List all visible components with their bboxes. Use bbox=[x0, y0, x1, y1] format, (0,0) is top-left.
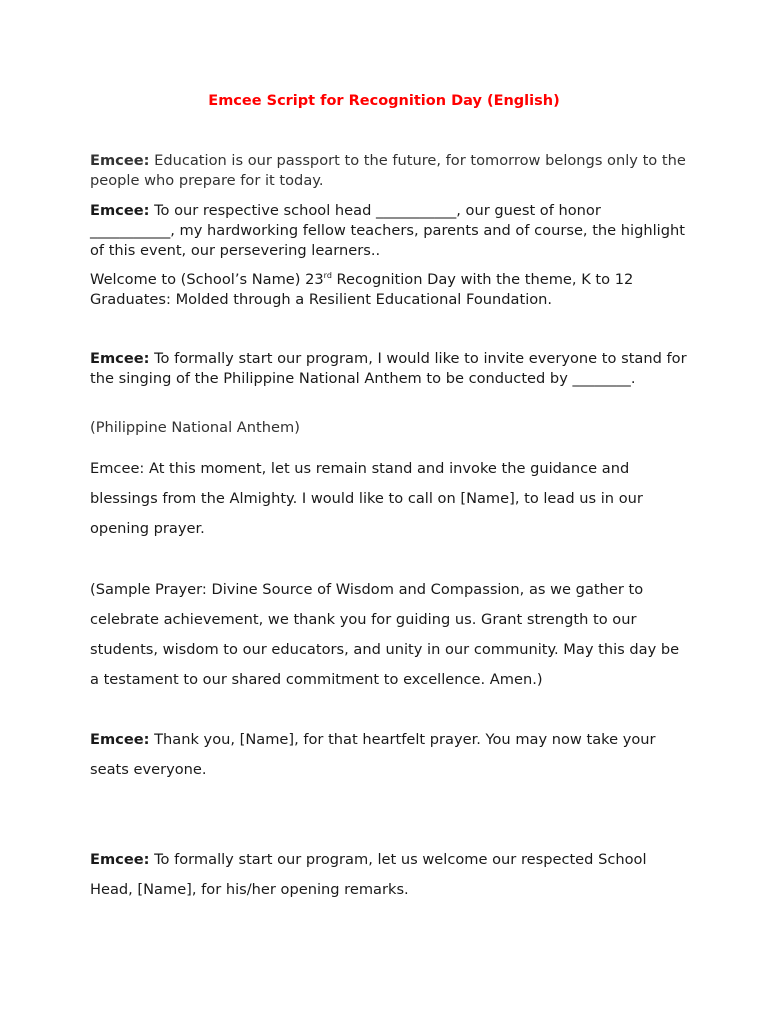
ordinal-superscript: rd bbox=[323, 271, 332, 280]
paragraph-1-text: Education is our passport to the future, for tomorrow belongs only to the people who prepare for it today. bbox=[90, 152, 686, 189]
paragraph-5 bbox=[90, 418, 690, 438]
paragraph-4 bbox=[90, 349, 690, 389]
speaker-label: Emcee: bbox=[90, 731, 150, 748]
speaker-label: Emcee: bbox=[90, 350, 150, 367]
paragraph-3 bbox=[90, 270, 690, 310]
paragraph-2-text: To our respective school head ___________, our guest of honor ___________, my hardworking fellow teachers, parents and of course, the highlight of this event, our persevering learners.. bbox=[90, 202, 685, 259]
document-title: Emcee Script for Recognition Day (English) bbox=[208, 93, 560, 109]
paragraph-8-text: Thank you, [Name], for that heartfelt prayer. You may now take your seats everyone. bbox=[90, 731, 656, 778]
paragraph-6-text: Emcee: At this moment, let us remain stand and invoke the guidance and blessings from the Almighty. I would like to call on [Name], to lead us in our opening prayer. bbox=[90, 460, 643, 537]
speaker-label: Emcee: bbox=[90, 851, 150, 868]
paragraph-9 bbox=[90, 845, 690, 905]
paragraph-1 bbox=[90, 151, 690, 191]
paragraph-7 bbox=[90, 575, 690, 695]
paragraph-9-text: To formally start our program, let us welcome our respected School Head, [Name], for his/her opening remarks. bbox=[90, 851, 647, 898]
paragraph-3-text-end: Recognition Day with the theme, K to 12 Graduates: Molded through a Resilient Educational Foundation. bbox=[90, 271, 634, 308]
paragraph-7-text: (Sample Prayer: Divine Source of Wisdom and Compassion, as we gather to celebrate achievement, we thank you for guiding us. Grant strength to our students, wisdom to our educators, and unity in our community. May this day be a testament to our shared commitment to excellence. Amen.) bbox=[90, 581, 680, 688]
paragraph-5-text: (Philippine National Anthem) bbox=[90, 419, 300, 436]
paragraph-8 bbox=[90, 725, 690, 785]
speaker-label: Emcee: bbox=[90, 202, 150, 219]
paragraph-2 bbox=[90, 201, 690, 261]
paragraph-4-text: To formally start our program, I would like to invite everyone to stand for the singing of the Philippine National Anthem to be conducted by ________. bbox=[90, 350, 687, 387]
speaker-label: Emcee: bbox=[90, 152, 150, 169]
paragraph-6 bbox=[90, 454, 690, 544]
paragraph-3-text-start: Welcome to (School’s Name) 23 bbox=[90, 271, 324, 288]
